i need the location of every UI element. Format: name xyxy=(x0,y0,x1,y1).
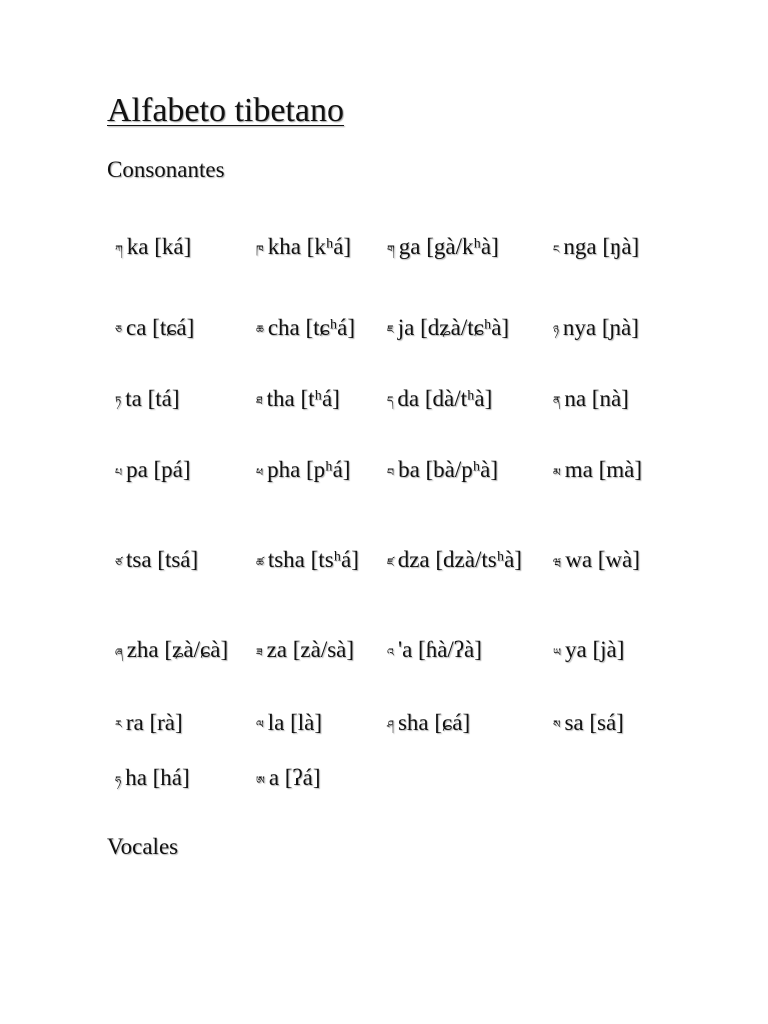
letter-transliteration: ba [bà/pʰà] xyxy=(398,457,499,483)
letter-transliteration: la [là] xyxy=(267,709,323,735)
tibetan-glyph: ས xyxy=(553,718,561,732)
letter-transliteration: a [ʔá] xyxy=(268,765,321,791)
letter-cell xyxy=(379,373,545,426)
letter-transliteration: ra [rà] xyxy=(125,709,183,735)
letter-cell xyxy=(248,696,379,751)
letter-transliteration: sha [ɕá] xyxy=(397,709,471,735)
letter-transliteration: tsa [tsá] xyxy=(126,547,199,573)
letter-cell xyxy=(379,212,545,284)
tibetan-glyph: ཉ xyxy=(553,323,559,337)
letter-transliteration: tsha [tsʰá] xyxy=(267,547,359,573)
tibetan-glyph: ཁ xyxy=(256,242,264,256)
empty-cell xyxy=(545,751,667,807)
letter-transliteration: nya [ɲà] xyxy=(562,314,639,340)
letter-cell xyxy=(248,426,379,516)
letter-cell xyxy=(248,373,379,426)
letter-cell xyxy=(248,606,379,696)
letter-transliteration: na [nà] xyxy=(564,385,629,411)
section-heading-vowels: Vocales xyxy=(107,834,179,859)
table-row xyxy=(107,284,667,373)
letter-transliteration: 'a [ɦà/ʔà] xyxy=(397,637,482,663)
letter-cell xyxy=(107,284,248,373)
letter-transliteration: zha [ʑà/ɕà] xyxy=(126,637,229,663)
letter-transliteration: da [dà/tʰà] xyxy=(397,385,493,411)
document-title: Alfabeto tibetano xyxy=(107,92,344,129)
tibetan-glyph: ཆ xyxy=(256,323,264,337)
table-row xyxy=(107,696,667,751)
tibetan-glyph: ཤ xyxy=(387,718,394,732)
tibetan-glyph: མ xyxy=(553,465,561,479)
letter-transliteration: ca [tɕá] xyxy=(126,314,195,340)
tibetan-glyph: ཙ xyxy=(115,555,122,569)
tibetan-glyph: བ xyxy=(387,465,395,479)
tibetan-glyph: ཝ xyxy=(553,555,562,569)
tibetan-glyph: ཟ xyxy=(256,645,263,659)
tibetan-glyph: ཧ xyxy=(115,773,122,787)
empty-cell xyxy=(379,751,545,807)
tibetan-glyph: ལ xyxy=(256,718,264,732)
letter-cell xyxy=(379,696,545,751)
letter-transliteration: za [zà/sà] xyxy=(266,637,355,663)
letter-cell xyxy=(248,284,379,373)
letter-cell xyxy=(545,606,667,696)
letter-cell xyxy=(107,516,248,606)
letter-cell xyxy=(107,751,248,807)
letter-transliteration: cha [tɕʰá] xyxy=(267,314,356,340)
letter-transliteration: ma [mà] xyxy=(564,457,642,483)
letter-transliteration: tha [tʰá] xyxy=(266,385,340,411)
table-row xyxy=(107,426,667,516)
letter-cell xyxy=(248,751,379,807)
letter-cell xyxy=(107,212,248,284)
tibetan-glyph: འ xyxy=(387,645,394,659)
tibetan-glyph: ཚ xyxy=(256,555,264,569)
tibetan-glyph: ཕ xyxy=(256,465,264,479)
letter-cell xyxy=(545,373,667,426)
letter-transliteration: ka [ká] xyxy=(126,234,192,260)
letter-transliteration: dza [dzà/tsʰà] xyxy=(397,547,522,573)
tibetan-glyph: ན xyxy=(553,394,561,408)
letter-transliteration: wa [wà] xyxy=(565,547,640,573)
letter-transliteration: ga [gà/kʰà] xyxy=(398,234,499,260)
tibetan-glyph: ཨ xyxy=(256,773,265,787)
letter-transliteration: sa [sá] xyxy=(564,709,624,735)
table-row xyxy=(107,212,667,284)
letter-cell xyxy=(107,696,248,751)
letter-cell xyxy=(545,212,667,284)
table-row xyxy=(107,373,667,426)
letter-transliteration: ha [há] xyxy=(125,765,190,791)
letter-cell xyxy=(545,696,667,751)
tibetan-glyph: ཞ xyxy=(115,645,123,659)
letter-transliteration: pa [pá] xyxy=(126,457,191,483)
letter-cell xyxy=(379,606,545,696)
table-row xyxy=(107,751,667,807)
letter-cell xyxy=(107,606,248,696)
letter-cell xyxy=(545,426,667,516)
tibetan-glyph: ཏ xyxy=(115,394,122,408)
tibetan-glyph: ཛ xyxy=(387,555,394,569)
tibetan-glyph: ཐ xyxy=(256,394,263,408)
letter-transliteration: kha [kʰá] xyxy=(267,234,352,260)
letter-cell xyxy=(107,426,248,516)
tibetan-glyph: ད xyxy=(387,394,394,408)
tibetan-glyph: ག xyxy=(387,242,395,256)
letter-cell xyxy=(248,516,379,606)
letter-cell xyxy=(248,212,379,284)
section-heading-consonants: Consonantes xyxy=(107,157,225,182)
letter-transliteration: ta [tá] xyxy=(125,385,180,411)
letter-cell xyxy=(545,284,667,373)
table-row xyxy=(107,516,667,606)
tibetan-glyph: ར xyxy=(115,718,122,732)
tibetan-glyph: པ xyxy=(115,465,123,479)
tibetan-glyph: ཇ xyxy=(387,323,394,337)
letter-transliteration: pha [pʰá] xyxy=(267,457,351,483)
letter-cell xyxy=(379,426,545,516)
letter-transliteration: ja [dʑà/tɕʰà] xyxy=(397,314,510,340)
tibetan-glyph: ང xyxy=(553,242,560,256)
letter-transliteration: nga [ŋà] xyxy=(563,234,640,260)
letter-cell xyxy=(107,373,248,426)
letter-cell xyxy=(379,516,545,606)
table-row xyxy=(107,606,667,696)
letter-cell xyxy=(379,284,545,373)
consonant-table xyxy=(107,212,667,807)
letter-cell xyxy=(545,516,667,606)
tibetan-glyph: ཡ xyxy=(553,645,561,659)
letter-transliteration: ya [jà] xyxy=(564,637,625,663)
tibetan-glyph: ཅ xyxy=(115,323,122,337)
tibetan-glyph: ཀ xyxy=(115,242,123,256)
